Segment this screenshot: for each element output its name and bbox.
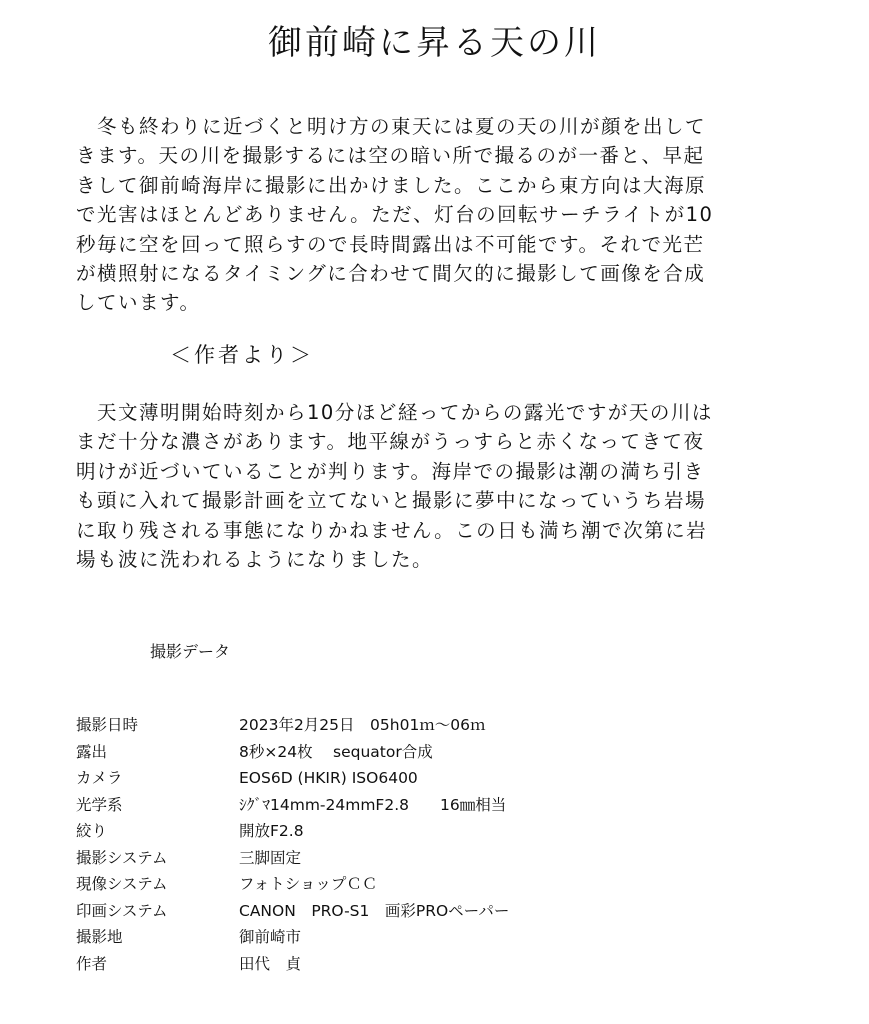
page-title: 御前崎に昇る天の川 (268, 23, 601, 63)
spec-value: EOS6D (HKIR) ISO6400 (239, 769, 418, 787)
spec-row-optics (76, 792, 509, 819)
spec-value: CANON PRO-S1 画彩PROペーパー (239, 901, 510, 920)
spec-label: 印画システム (76, 901, 168, 920)
spec-value: 開放F2.8 (239, 822, 304, 840)
spec-value: 2023年2月25日 05h01ｍ～06ｍ (239, 716, 486, 734)
author-heading: ＜作者より＞ (170, 343, 314, 367)
spec-row-aperture (76, 818, 509, 845)
intro-paragraph: 冬も終わりに近づくと明け方の東天には夏の天の川が顔を出して きます。天の川を撮影するには空の暗い所で撮るのが一番と、早起 きして御前崎海岸に撮影に出かけました。ここから東方向は大海原 で光害はほとんどありません。ただ、灯台の回転サーチライトが10 秒毎に空を回って照らすので長時間露出は不可能です。それで光芒 が横照射になるタイミングに合わせて間欠的に撮影して画像を合成 しています。 (76, 115, 714, 315)
spec-label: 撮影地 (76, 928, 123, 946)
spec-label: 撮影システム (76, 848, 168, 867)
spec-row-camera (76, 765, 509, 792)
spec-value: 田代 貞 (239, 954, 302, 973)
spec-row-location (76, 924, 509, 951)
spec-label: 作者 (76, 954, 108, 973)
spec-label: 現像システム (76, 875, 168, 893)
spec-row-exposure (76, 739, 509, 766)
spec-value: 三脚固定 (239, 848, 302, 867)
spec-value: フォトショップＣＣ (239, 875, 378, 893)
shooting-data-list (76, 712, 509, 977)
spec-row-system (76, 845, 509, 872)
spec-value: 8秒×24枚 sequator合成 (239, 742, 433, 761)
spec-label: 光学系 (76, 795, 123, 814)
spec-row-author (76, 951, 509, 978)
spec-value: 御前崎市 (239, 928, 302, 946)
spec-row-date (76, 712, 509, 739)
spec-value: ｼｸﾞﾏ14mm-24mmF2.8 16㎜相当 (239, 795, 507, 814)
spec-row-printing (76, 898, 509, 925)
spec-row-development (76, 871, 509, 898)
spec-label: 撮影日時 (76, 716, 139, 734)
spec-label: 絞り (76, 822, 108, 840)
author-paragraph: 天文薄明開始時刻から10分ほど経ってからの露光ですが天の川は まだ十分な濃さがあります。地平線がうっすらと赤くなってきて夜 明けが近づいていることが判ります。海岸での撮影は潮の満ち引き も頭に入れて撮影計画を立てないと撮影に夢中になっていうち岩場 に取り残される事態になりかねません。この日も満ち潮で次第に岩 場も波に洗われるようになりました。 (76, 401, 713, 572)
spec-label: カメラ (76, 769, 123, 787)
spec-label: 露出 (76, 742, 108, 761)
shooting-data-heading: 撮影データ (150, 642, 231, 661)
